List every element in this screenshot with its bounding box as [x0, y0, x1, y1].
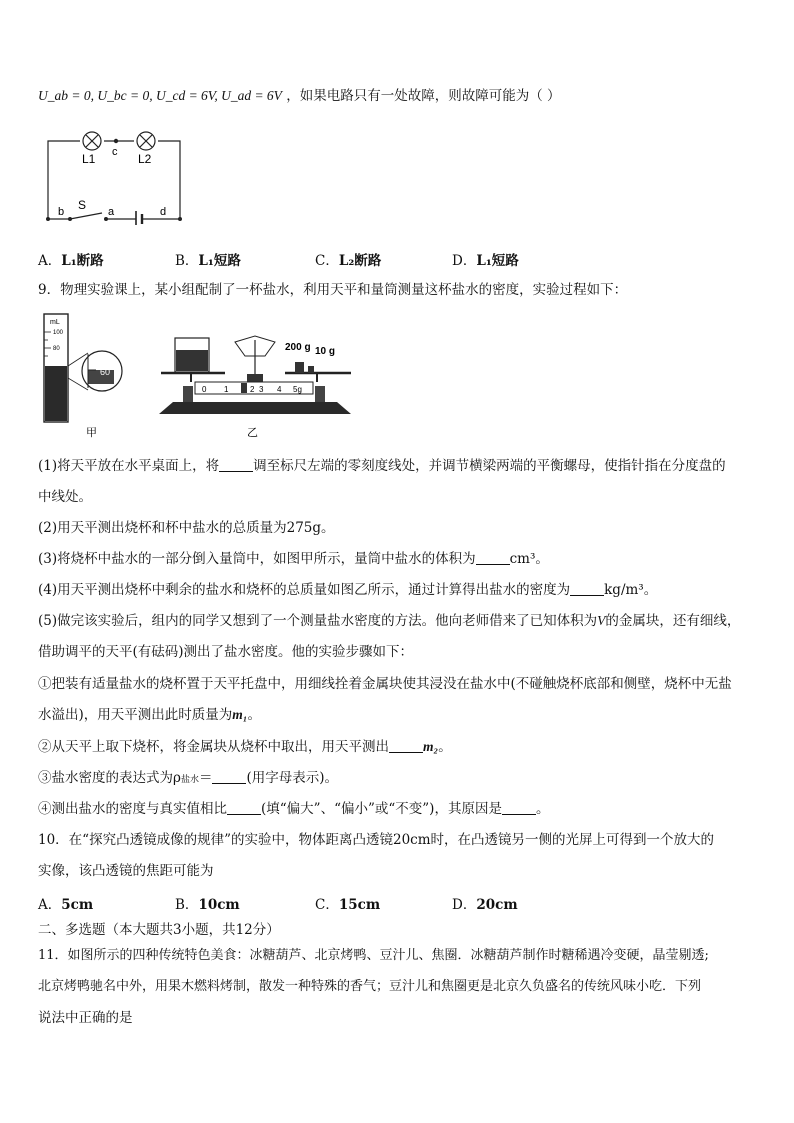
q8-stem-tail: ，如果电路只有一处故障，则故障可能为（ ） — [286, 88, 561, 104]
q10-stem-line2: 实像，该凸透镜的焦距可能为 — [38, 863, 214, 879]
q9-step4-blank[interactable] — [570, 581, 604, 596]
q8-option-b[interactable]: B．L₁短路 — [175, 253, 241, 269]
q8-stem — [38, 86, 561, 106]
q9-step1-blank[interactable] — [219, 457, 253, 472]
q9-substep3-blank[interactable] — [212, 769, 246, 784]
q9-substep4-blank1[interactable] — [227, 800, 261, 815]
scale-label-0: 0 — [202, 385, 207, 394]
q9-step5-line1: (5)做完该实验后，组内的同学又想到了一个测量盐水密度的方法。他向老师借来了已知体积为V的金属块，还有细线， — [38, 613, 741, 629]
q9-step2: (2)用天平测出烧杯和杯中盐水的总质量为275g。 — [38, 520, 335, 536]
weight-10g: 10 g — [315, 346, 336, 357]
q9-substep3: ③盐水密度的表达式为ρ盐水＝ (用字母表示)。 — [38, 770, 338, 786]
q8-option-a[interactable]: A．L₁断路 — [38, 253, 104, 269]
figure-b-caption: 乙 — [247, 427, 258, 439]
cylinder-zoom-value: 60 — [100, 367, 111, 377]
q9-figure-cylinder — [40, 308, 130, 443]
q10-option-c[interactable]: C．15cm — [315, 897, 381, 913]
scale-label-2: 2 — [250, 385, 255, 394]
q10-option-d[interactable]: D．20cm — [452, 897, 518, 913]
node-b-label: b — [58, 206, 65, 218]
cylinder-tick-100: 100 — [53, 330, 64, 336]
q11-stem-line1: 11．如图所示的四种传统特色美食：冰糖葫芦、北京烤鸭、豆汁儿、焦圈．冰糖葫芦制作时糖稀遇冷变硬，晶莹剔透; — [38, 948, 709, 963]
q9-substep2-blank[interactable] — [389, 738, 423, 753]
q9-stem: 9．物理实验课上，某小组配制了一杯盐水，利用天平和量筒测量这杯盐水的密度，实验过程如下： — [38, 282, 628, 298]
q10-option-b[interactable]: B．10cm — [175, 897, 240, 913]
q9-step5-line2: 借助调平的天平(有砝码)测出了盐水密度。他的实验步骤如下： — [38, 644, 414, 660]
cylinder-tick-80: 80 — [53, 346, 60, 352]
q9-step1-line2: 中线处。 — [38, 489, 92, 505]
scale-label-5g: 5g — [293, 385, 302, 394]
scale-label-1: 1 — [224, 385, 229, 394]
cylinder-unit: mL — [50, 319, 60, 326]
node-d-label: d — [160, 206, 167, 218]
q9-substep4: ④测出盐水的密度与真实值相比 (填“偏大”、“偏小”或“不变”)，其原因是 。 — [38, 801, 550, 817]
q10-stem-line1: 10．在“探究凸透镜成像的规律”的实验中，物体距离凸透镜20cm时，在凸透镜另一侧的光屏上可得到一个放大的 — [38, 832, 715, 848]
q11-stem-line3: 说法中正确的是 — [38, 1010, 133, 1026]
scale-label-4: 4 — [277, 385, 282, 394]
scale-label-3: 3 — [259, 385, 264, 394]
q8-option-d[interactable]: D．L₁短路 — [452, 253, 519, 269]
q9-substep4-blank2[interactable] — [502, 800, 536, 815]
section-heading: 二、多选题（本大题共3小题，共12分） — [38, 922, 280, 938]
figure-a-caption: 甲 — [86, 427, 97, 439]
q9-substep2: ②从天平上取下烧杯，将金属块从烧杯中取出，用天平测出 m₂。 — [38, 739, 452, 755]
q9-substep1-line2: 水溢出)，用天平测出此时质量为m₁。 — [38, 707, 261, 723]
q9-substep1-line1: ①把装有适量盐水的烧杯置于天平托盘中，用细线拴着金属块使其浸没在盐水中(不碰触烧杯底部和侧壁，烧杯中无盐 — [38, 676, 732, 692]
q8-formula: U_ab = 0, U_bc = 0, U_cd = 6V, U_ad = 6V — [38, 88, 282, 103]
node-a-label: a — [108, 206, 115, 218]
switch-s-label: S — [78, 198, 87, 212]
q9-figure-balance — [155, 330, 355, 442]
q9-step3-blank[interactable] — [476, 550, 510, 565]
q9-step3: (3)将烧杯中盐水的一部分倒入量筒中，如图甲所示，量筒中盐水的体积为 cm³。 — [38, 551, 549, 567]
q10-option-a[interactable]: A．5cm — [38, 897, 94, 913]
lamp-l1-label: L1 — [82, 152, 96, 166]
q9-step4: (4)用天平测出烧杯中剩余的盐水和烧杯的总质量如图乙所示，通过计算得出盐水的密度为 kg/m³。 — [38, 582, 658, 598]
q11-stem-line2: 北京烤鸭驰名中外，用果木燃料烤制，散发一种特殊的香气；豆汁儿和焦圈更是北京久负盛名的传统风味小吃．下列 — [38, 979, 702, 994]
weight-200g: 200 g — [285, 342, 311, 353]
q9-step1-line1: (1)将天平放在水平桌面上，将 调至标尺左端的零刻度线处，并调节横梁两端的平衡螺母，使指针指在分度盘的 — [38, 458, 726, 474]
lamp-l2-label: L2 — [138, 152, 152, 166]
node-c-label: c — [112, 146, 118, 158]
q8-option-c[interactable]: C．L₂断路 — [315, 253, 382, 269]
q8-circuit-diagram — [40, 125, 190, 225]
